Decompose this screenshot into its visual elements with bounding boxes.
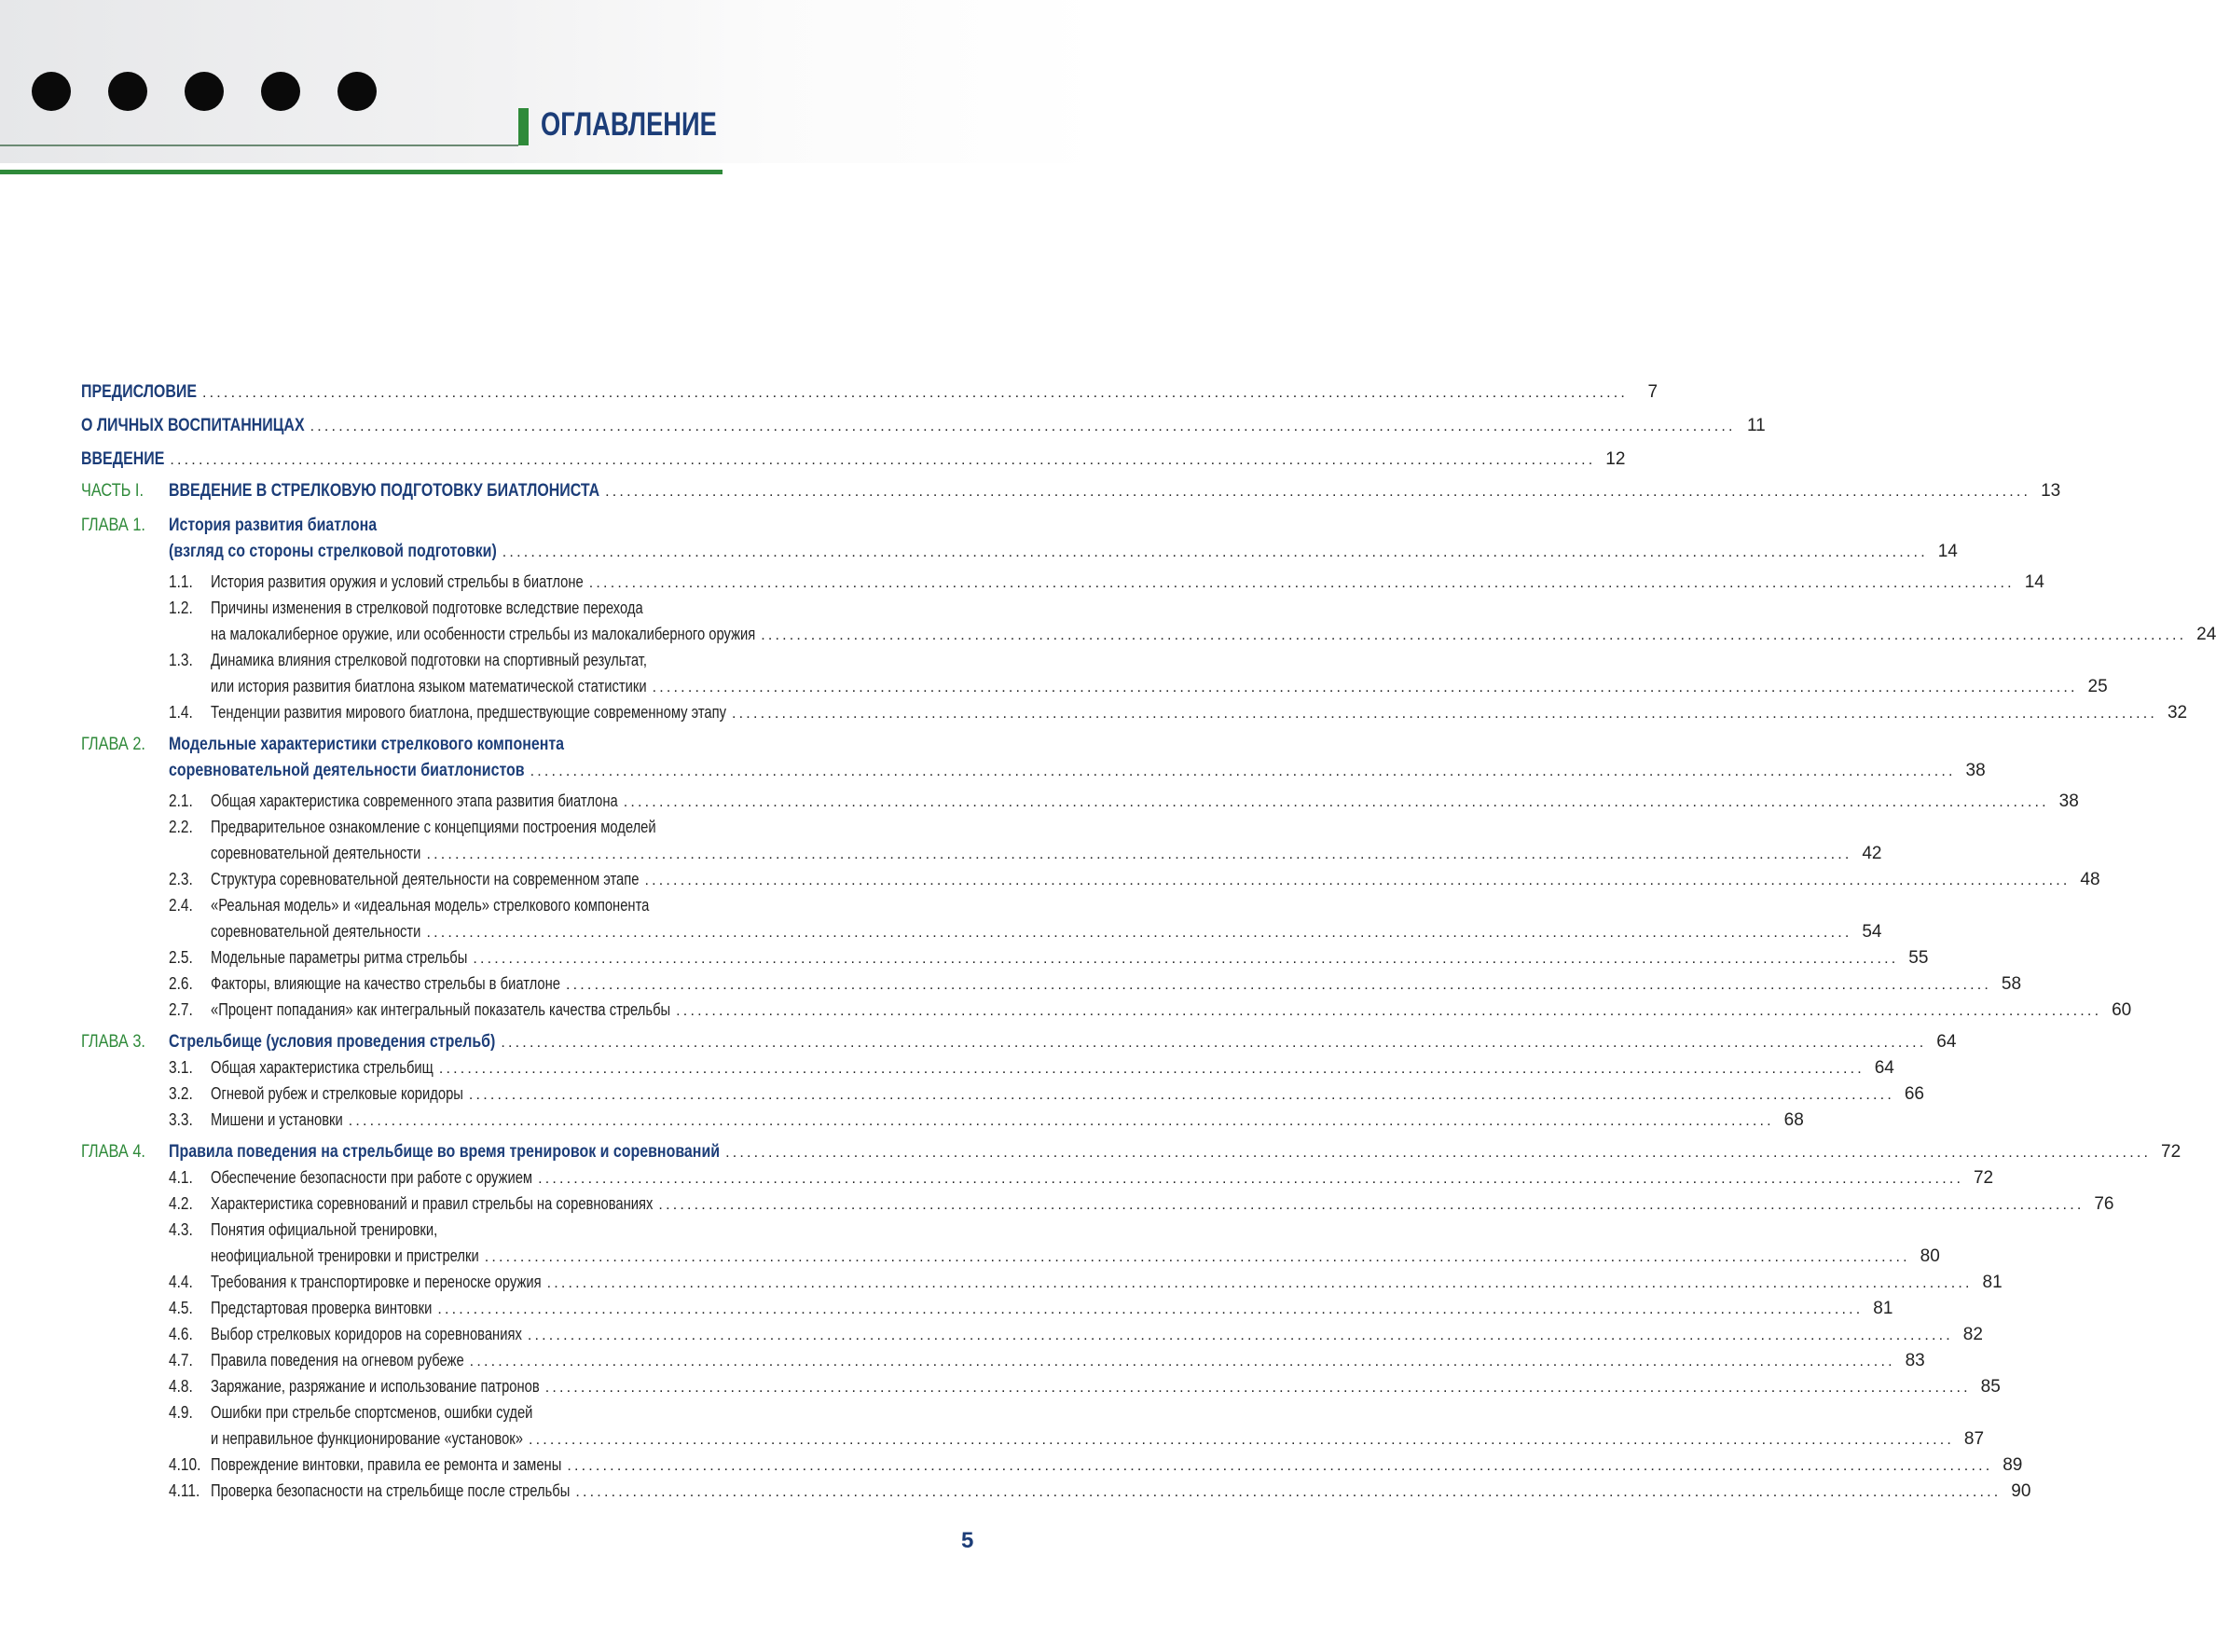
toc-entry-number: ГЛАВА 1. bbox=[81, 516, 145, 535]
header-dot bbox=[337, 72, 377, 111]
toc-entry-page: 81 bbox=[1982, 1273, 2003, 1292]
toc-entry-page: 87 bbox=[1963, 1429, 1985, 1449]
toc-entry-title: Модельные параметры ритма стрельбы bbox=[211, 948, 468, 967]
toc-entry-number: 4.4. bbox=[169, 1273, 193, 1291]
toc-entry-title: Динамика влияния стрелковой подготовки на спортивный результат, bbox=[211, 651, 648, 669]
toc-entry-number: 3.3. bbox=[169, 1110, 193, 1129]
toc-dot-leader: ........................................................................................................................................................................................................ bbox=[567, 1458, 1993, 1474]
toc-entry-page: 14 bbox=[1937, 542, 1958, 561]
toc-entry-number: 4.8. bbox=[169, 1377, 193, 1396]
toc-entry-page: 60 bbox=[2112, 1000, 2132, 1020]
toc-entry-title: соревновательной деятельности биатлонистов bbox=[169, 761, 525, 780]
toc-entry-title: Характеристика соревнований и правил стрельбы на соревнованиях bbox=[211, 1194, 654, 1213]
header-dot bbox=[32, 72, 71, 111]
toc-entry-title: Предстартовая проверка винтовки bbox=[211, 1299, 433, 1317]
toc-entry-title: Причины изменения в стрелковой подготовке вследствие перехода bbox=[211, 599, 643, 617]
toc-entry-number: 1.2. bbox=[169, 599, 193, 617]
page-number: 5 bbox=[961, 1528, 974, 1553]
header-rule-green bbox=[0, 170, 723, 174]
toc-entry-page: 12 bbox=[1605, 449, 1626, 469]
toc-entry-title: ПРЕДИСЛОВИЕ bbox=[81, 382, 197, 402]
toc-dot-leader: ........................................................................................................................................................................................................ bbox=[588, 575, 2015, 591]
toc-entry-title: Понятия официальной тренировки, bbox=[211, 1220, 438, 1239]
toc-dot-leader: ........................................................................................................................................................................................................ bbox=[623, 794, 2049, 810]
toc-entry-title: Факторы, влияющие на качество стрельбы в биатлоне bbox=[211, 974, 560, 993]
toc-entry-page: 64 bbox=[1936, 1032, 1957, 1052]
toc-dot-leader: ........................................................................................................................................................................................................ bbox=[544, 1380, 1971, 1396]
toc-dot-leader: ........................................................................................................................................................................................................ bbox=[473, 951, 1899, 967]
toc-entry-number: 4.9. bbox=[169, 1403, 193, 1422]
toc-entry-number: 4.7. bbox=[169, 1351, 193, 1370]
toc-entry-number: 4.6. bbox=[169, 1325, 193, 1343]
toc-entry-title: Повреждение винтовки, правила ее ремонта и замены bbox=[211, 1455, 562, 1474]
toc-entry-page: 54 bbox=[1862, 922, 1882, 942]
toc-entry-page: 80 bbox=[1920, 1246, 1940, 1266]
toc-entry-title: О ЛИЧНЫХ ВОСПИТАННИЦАХ bbox=[81, 416, 305, 435]
toc-entry-page: 81 bbox=[1873, 1299, 1893, 1318]
toc-entry-number: 3.1. bbox=[169, 1058, 193, 1077]
title-accent-bar bbox=[518, 108, 529, 145]
toc-entry-number: 4.2. bbox=[169, 1194, 193, 1213]
toc-entry-title: ВВЕДЕНИЕ bbox=[81, 449, 165, 469]
toc-entry-page: 14 bbox=[2024, 572, 2044, 592]
toc-entry-number: 2.3. bbox=[169, 870, 193, 888]
toc-entry-title: Правила поведения на стрельбище во время тренировок и соревнований bbox=[169, 1142, 721, 1162]
toc-entry-page: 66 bbox=[1904, 1084, 1924, 1104]
toc-entry-page: 90 bbox=[2011, 1481, 2031, 1501]
toc-entry-title: и неправильное функционирование «установок» bbox=[211, 1429, 523, 1448]
toc-entry-number: 1.4. bbox=[169, 703, 193, 722]
toc-entry-number: 1.1. bbox=[169, 572, 193, 591]
toc-entry-title: Мишени и установки bbox=[211, 1110, 343, 1129]
header-dot bbox=[185, 72, 224, 111]
toc-dot-leader: ........................................................................................................................................................................................................ bbox=[469, 1354, 1895, 1370]
toc-entry-title: «Реальная модель» и «идеальная модель» стрелкового компонента bbox=[211, 896, 650, 915]
toc-dot-leader: ........................................................................................................................................................................................................ bbox=[546, 1275, 1973, 1291]
toc-dot-leader: ........................................................................................................................................................................................................ bbox=[310, 419, 1736, 434]
header-rule-thin bbox=[0, 145, 518, 146]
toc-entry-title: неофициальной тренировки и пристрелки bbox=[211, 1246, 479, 1265]
toc-entry-page: 68 bbox=[1783, 1110, 1804, 1130]
toc-entry-page: 82 bbox=[1962, 1325, 1983, 1344]
toc-dot-leader: ........................................................................................................................................................................................................ bbox=[575, 1484, 2002, 1500]
header-dot bbox=[108, 72, 147, 111]
toc-entry-number: 4.11. bbox=[169, 1481, 200, 1500]
toc-dot-leader: ........................................................................................................................................................................................................ bbox=[566, 977, 1992, 993]
toc-entry-page: 24 bbox=[2196, 625, 2216, 644]
toc-entry-number: 2.1. bbox=[169, 792, 193, 810]
toc-entry-title: Требования к транспортировке и переноске оружия bbox=[211, 1273, 542, 1291]
toc-entry-page: 89 bbox=[2003, 1455, 2023, 1475]
toc-entry-title: «Процент попадания» как интегральный показатель качества стрельбы bbox=[211, 1000, 671, 1019]
toc-entry-page: 38 bbox=[1965, 761, 1986, 780]
toc-dot-leader: ........................................................................................................................................................................................................ bbox=[644, 873, 2071, 888]
toc-entry-title: Проверка безопасности на стрельбище после стрельбы bbox=[211, 1481, 571, 1500]
toc-entry-page: 55 bbox=[1908, 948, 1929, 968]
toc-dot-leader: ........................................................................................................................................................................................................ bbox=[170, 452, 1596, 468]
toc-entry-number: 2.2. bbox=[169, 818, 193, 836]
toc-dot-leader: ........................................................................................................................................................................................................ bbox=[484, 1249, 1910, 1265]
toc-entry-number: 4.3. bbox=[169, 1220, 193, 1239]
toc-entry-number: 4.10. bbox=[169, 1455, 201, 1474]
toc-dot-leader: ........................................................................................................................................................................................................ bbox=[348, 1113, 1774, 1129]
toc-dot-leader: ........................................................................................................................................................................................................ bbox=[437, 1301, 1864, 1317]
toc-entry-number: ГЛАВА 4. bbox=[81, 1142, 145, 1162]
toc-dot-leader: ........................................................................................................................................................................................................ bbox=[725, 1145, 2152, 1161]
toc-entry-page: 85 bbox=[1980, 1377, 2001, 1397]
toc-entry-title: Модельные характеристики стрелкового компонента bbox=[169, 735, 565, 754]
toc-dot-leader: ........................................................................................................................................................................................................ bbox=[202, 385, 1629, 401]
toc-dot-leader: ........................................................................................................................................................................................................ bbox=[761, 627, 2187, 643]
toc-dot-leader: ........................................................................................................................................................................................................ bbox=[676, 1003, 2102, 1019]
toc-entry-page: 7 bbox=[1647, 382, 1659, 402]
toc-entry-number: 2.7. bbox=[169, 1000, 193, 1019]
toc-entry-page: 83 bbox=[1905, 1351, 1925, 1370]
toc-entry-title: Стрельбище (условия проведения стрельб) bbox=[169, 1032, 496, 1052]
toc-entry-title: или история развития биатлона языком математической статистики bbox=[211, 677, 647, 695]
toc-entry-page: 42 bbox=[1862, 844, 1882, 863]
toc-entry-title: Общая характеристика современного этапа развития биатлона bbox=[211, 792, 618, 810]
toc-entry-title: Заряжание, разряжание и использование патронов bbox=[211, 1377, 540, 1396]
toc-entry-title: Правила поведения на огневом рубеже bbox=[211, 1351, 464, 1370]
toc-entry-title: (взгляд со стороны стрелковой подготовки) bbox=[169, 542, 497, 561]
toc-entry-title: Общая характеристика стрельбищ bbox=[211, 1058, 434, 1077]
toc-dot-leader: ........................................................................................................................................................................................................ bbox=[468, 1087, 1894, 1103]
page-title: ОГЛАВЛЕНИЕ bbox=[541, 106, 717, 143]
toc-entry-title: Структура соревновательной деятельности на современном этапе bbox=[211, 870, 640, 888]
toc-dot-leader: ........................................................................................................................................................................................................ bbox=[528, 1432, 1955, 1448]
toc-dot-leader: ........................................................................................................................................................................................................ bbox=[652, 680, 2078, 695]
toc-entry-page: 32 bbox=[2167, 703, 2188, 723]
toc-entry-number: ЧАСТЬ I. bbox=[81, 481, 145, 501]
toc-entry-title: соревновательной деятельности bbox=[211, 922, 421, 941]
toc-entry-page: 72 bbox=[2161, 1142, 2182, 1162]
toc-entry-page: 11 bbox=[1746, 416, 1766, 435]
toc-dot-leader: ........................................................................................................................................................................................................ bbox=[426, 847, 1852, 862]
toc-entry-title: История развития оружия и условий стрельбы в биатлоне bbox=[211, 572, 584, 591]
toc-entry-number: 2.6. bbox=[169, 974, 193, 993]
toc-entry-number: 4.1. bbox=[169, 1168, 193, 1187]
toc-entry-title: Огневой рубеж и стрелковые коридоры bbox=[211, 1084, 463, 1103]
toc-entry-title: Предварительное ознакомление с концепциями построения моделей bbox=[211, 818, 656, 836]
toc-entry-number: 2.5. bbox=[169, 948, 193, 967]
toc-entry-title: ВВЕДЕНИЕ В СТРЕЛКОВУЮ ПОДГОТОВКУ БИАТЛОНИСТА bbox=[169, 481, 600, 501]
toc-dot-leader: ........................................................................................................................................................................................................ bbox=[501, 1035, 1927, 1051]
toc-entry-title: Ошибки при стрельбе спортсменов, ошибки судей bbox=[211, 1403, 533, 1422]
toc-entry-page: 64 bbox=[1874, 1058, 1894, 1078]
toc-dot-leader: ........................................................................................................................................................................................................ bbox=[527, 1328, 1953, 1343]
toc-dot-leader: ........................................................................................................................................................................................................ bbox=[658, 1197, 2085, 1213]
toc-entry-page: 72 bbox=[1973, 1168, 1994, 1188]
toc-entry-page: 58 bbox=[2001, 974, 2022, 994]
toc-entry-number: ГЛАВА 2. bbox=[81, 735, 145, 754]
toc-entry-number: 1.3. bbox=[169, 651, 193, 669]
toc-dot-leader: ........................................................................................................................................................................................................ bbox=[732, 706, 2158, 722]
toc-entry-title: Тенденции развития мирового биатлона, предшествующие современному этапу bbox=[211, 703, 727, 722]
toc-entry-number: ГЛАВА 3. bbox=[81, 1032, 145, 1052]
toc-entry-number: 4.5. bbox=[169, 1299, 193, 1317]
header-dot bbox=[261, 72, 300, 111]
toc-dot-leader: ........................................................................................................................................................................................................ bbox=[538, 1171, 1964, 1187]
toc-entry-title: История развития биатлона bbox=[169, 516, 378, 535]
toc-entry-page: 48 bbox=[2080, 870, 2100, 889]
toc-entry-page: 38 bbox=[2058, 792, 2079, 811]
toc-entry-title: Выбор стрелковых коридоров на соревнованиях bbox=[211, 1325, 522, 1343]
toc-dot-leader: ........................................................................................................................................................................................................ bbox=[605, 484, 2031, 500]
toc-entry-number: 2.4. bbox=[169, 896, 193, 915]
toc-dot-leader: ........................................................................................................................................................................................................ bbox=[426, 925, 1852, 941]
toc-dot-leader: ........................................................................................................................................................................................................ bbox=[502, 544, 1928, 560]
toc-entry-number: 3.2. bbox=[169, 1084, 193, 1103]
toc-entry-title: на малокалиберное оружие, или особенности стрельбы из малокалиберного оружия bbox=[211, 625, 756, 643]
toc-entry-title: Обеспечение безопасности при работе с оружием bbox=[211, 1168, 533, 1187]
toc-entry-page: 25 bbox=[2087, 677, 2108, 696]
toc-entry-page: 76 bbox=[2094, 1194, 2114, 1214]
toc-dot-leader: ........................................................................................................................................................................................................ bbox=[438, 1061, 1865, 1077]
toc-entry-page: 13 bbox=[2041, 481, 2061, 501]
toc-dot-leader: ........................................................................................................................................................................................................ bbox=[530, 764, 1956, 779]
toc-entry-title: соревновательной деятельности bbox=[211, 844, 421, 862]
